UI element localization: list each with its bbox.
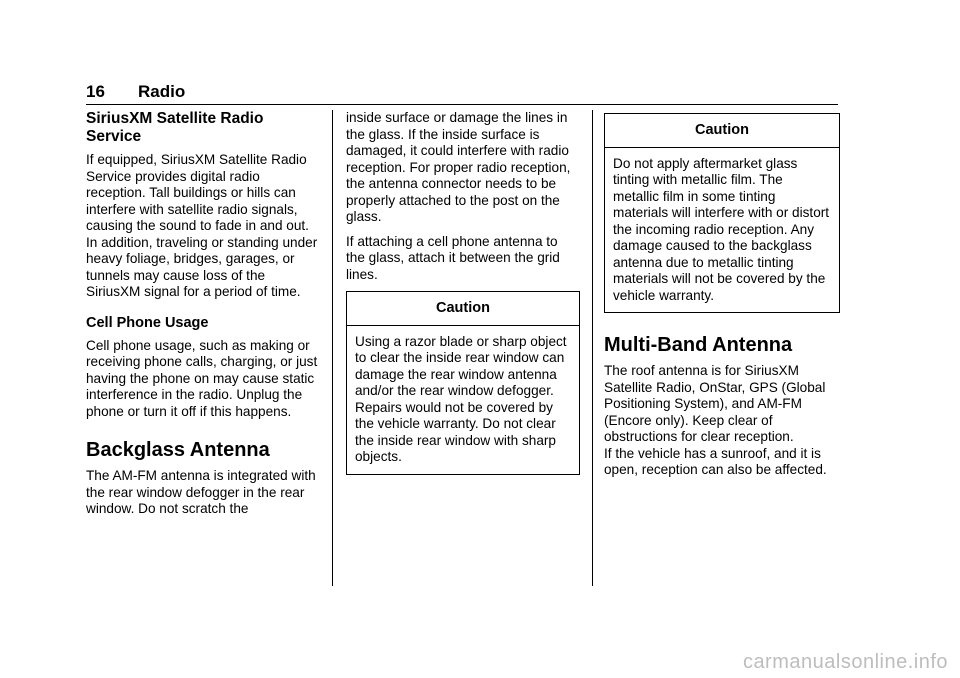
section-title: Radio: [138, 82, 186, 101]
paragraph-siriusxm: If equipped, SiriusXM Satellite Radio Service provides digital radio reception. Tall buildings or hills can interfere with satellite radio signals, causing the sound to fade in and out. In addition, traveling or standing under heavy foliage, bridges, garages, or tunnels may cause loss of the SiriusXM signal for a period of time.: [86, 152, 318, 299]
paragraph-cell-phone-usage: Cell phone usage, such as making or receiving phone calls, charging, or just having the phone on may cause static interference in the radio. Unplug the phone or turn it off if this happens.: [86, 337, 318, 419]
watermark: carmanualsonline.info: [742, 651, 948, 673]
caution-text: Using a razor blade or sharp object to clear the inside rear window can damage the rear window antenna and/or the rear window defogger. Repairs would not be covered by the vehicle warranty. Do not clear the inside rear window with sharp objects.: [355, 333, 567, 464]
caution-box-tinting: [604, 113, 840, 313]
column-divider-2: [592, 110, 593, 586]
page-number: 16: [86, 82, 105, 101]
heading-backglass-antenna: Backglass Antenna: [86, 439, 270, 461]
paragraph-multi-band-antenna: The roof antenna is for SiriusXM Satellite Radio, OnStar, GPS (Global Positioning System), and AM-FM (Encore only). Keep clear of obstructions for clear reception.: [604, 363, 826, 444]
heading-cell-phone-usage: Cell Phone Usage: [86, 314, 209, 331]
caution-text: Do not apply aftermarket glass tinting with metallic film. The metallic film in some tinting materials will interfere with or distort the incoming radio reception. Any damage caused to the backglass antenna due to metallic tinting materials will not be covered by the vehicle warranty.: [613, 155, 830, 303]
page-header: [86, 82, 838, 105]
heading-siriusxm: SiriusXM Satellite Radio Service: [86, 110, 264, 145]
paragraph-cell-antenna-glass: If attaching a cell phone antenna to the glass, attach it between the grid lines.: [346, 233, 560, 282]
column-3: [604, 110, 840, 487]
caution-title: Caution: [347, 292, 579, 326]
paragraph-sunroof: If the vehicle has a sunroof, and it is open, reception can also be affected.: [604, 445, 827, 477]
column-2: [346, 110, 580, 489]
caution-box-razor: [346, 291, 580, 475]
column-divider-1: [332, 110, 333, 586]
column-1: [86, 110, 322, 526]
paragraph-backglass-antenna: The AM-FM antenna is integrated with the rear window defogger in the rear window. Do not scratch the: [86, 468, 316, 516]
caution-title: Caution: [605, 114, 839, 148]
paragraph-backglass-continued: inside surface or damage the lines in the glass. If the inside surface is damaged, it could interfere with radio reception. For proper radio reception, the antenna connector needs to be properly attached to the post on the glass.: [346, 110, 571, 224]
heading-multi-band-antenna: Multi-Band Antenna: [604, 334, 793, 356]
